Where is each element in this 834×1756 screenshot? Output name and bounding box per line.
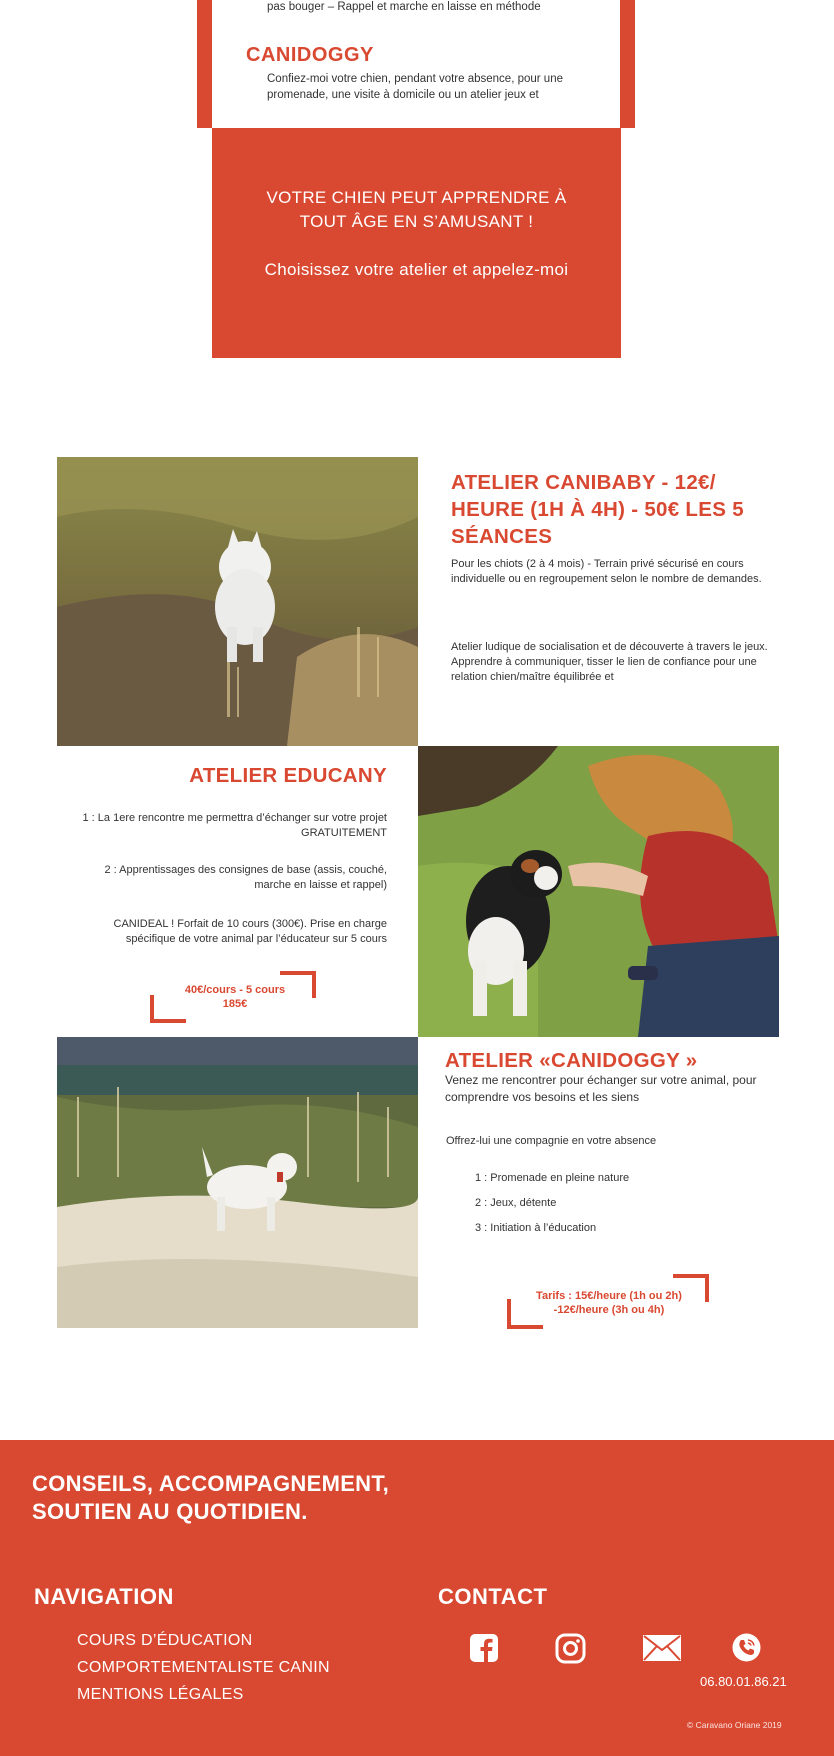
educany-paragraph-1: 1 : La 1ere rencontre me permettra d’échanger sur votre projet GRATUITEMENT (82, 812, 387, 839)
call-to-action-box (212, 128, 621, 358)
canidoggy-list-item: 1 : Promenade en pleine nature (475, 1172, 630, 1184)
mail-icon[interactable] (643, 1635, 681, 1661)
navigation-heading: NAVIGATION (34, 1584, 174, 1609)
top-text-line: pas bouger – Rappel et marche en laisse en méthode (267, 1, 541, 13)
educany-price-line-2: 185€ (222, 998, 248, 1010)
educany-heading: ATELIER EDUCANY (189, 764, 387, 787)
footer-slogan-line-2: SOUTIEN AU QUOTIDIEN. (32, 1499, 308, 1524)
phone-icon[interactable] (731, 1632, 762, 1663)
canidoggy-price-line-1: Tarifs : 15€/heure (1h ou 2h) (536, 1290, 682, 1302)
nav-link-cours-education[interactable]: COURS D’ÉDUCATION (77, 1632, 253, 1649)
educany-paragraph-3: CANIDEAL ! Forfait de 10 cours (300€). Prise en charge spécifique de votre animal par l’éducateur sur 5 cours (113, 918, 387, 945)
canidoggy-heading: CANIDOGGY (246, 44, 374, 66)
canibaby-heading: ATELIER CANIBABY - 12€/ HEURE (1H À 4H) - 50€ LES 5 SÉANCES (451, 471, 744, 548)
instagram-icon[interactable] (555, 1633, 586, 1664)
canidoggy-intro: Venez me rencontrer pour échanger sur votre animal, pour comprendre vos besoins et les siens (445, 1073, 757, 1104)
footer-slogan-line-1: CONSEILS, ACCOMPAGNEMENT, (32, 1471, 390, 1496)
educany-price-box (150, 971, 316, 1023)
canibaby-paragraph-1: Pour les chiots (2 à 4 mois) - Terrain privé sécurisé en cours individuelle ou en regroupement selon le nombre de demandes. (451, 558, 762, 585)
canidoggy-atelier-heading: ATELIER «CANIDOGGY » (445, 1049, 698, 1072)
cta-line-2: TOUT ÂGE EN S’AMUSANT ! (299, 212, 534, 231)
facebook-icon[interactable] (469, 1633, 499, 1663)
nav-link-mentions-legales[interactable]: MENTIONS LÉGALES (77, 1686, 244, 1703)
canidoggy-paragraph-1: Offrez-lui une compagnie en votre absence (446, 1135, 657, 1147)
copyright: © Caravano Oriane 2019 (687, 1720, 782, 1730)
cta-line-3: Choisissez votre atelier et appelez-moi (264, 260, 569, 279)
canidoggy-list-item: 3 : Initiation à l’éducation (475, 1222, 597, 1234)
phone-number[interactable]: 06.80.01.86.21 (700, 1674, 787, 1689)
footer-slogan (32, 1470, 389, 1526)
photo-woman-with-dog (418, 746, 779, 1037)
photo-dog-running (57, 457, 418, 746)
canidoggy-price-line-2: -12€/heure (3h ou 4h) (553, 1304, 665, 1316)
canibaby-paragraph-2: Atelier ludique de socialisation et de découverte à travers le jeux. Apprendre à communiquer, tisser le lien de confiance pour une relation chien/maître équilibrée et (451, 641, 768, 683)
educany-paragraph-2: 2 : Apprentissages des consignes de base (assis, couché, marche en laisse et rappel) (104, 864, 387, 891)
cta-line-1: VOTRE CHIEN PEUT APPRENDRE À (266, 188, 567, 207)
canidoggy-description: Confiez-moi votre chien, pendant votre absence, pour une promenade, une visite à domicile ou un atelier jeux et (267, 73, 563, 101)
contact-heading: CONTACT (438, 1584, 548, 1609)
canidoggy-price-box (507, 1274, 711, 1329)
footer-navigation (77, 1627, 330, 1708)
canidoggy-list-item: 2 : Jeux, détente (475, 1197, 557, 1209)
photo-dog-beach (57, 1037, 418, 1328)
nav-link-comportementaliste[interactable]: COMPORTEMENTALISTE CANIN (77, 1659, 330, 1676)
educany-price-line-1: 40€/cours - 5 cours (184, 984, 286, 996)
